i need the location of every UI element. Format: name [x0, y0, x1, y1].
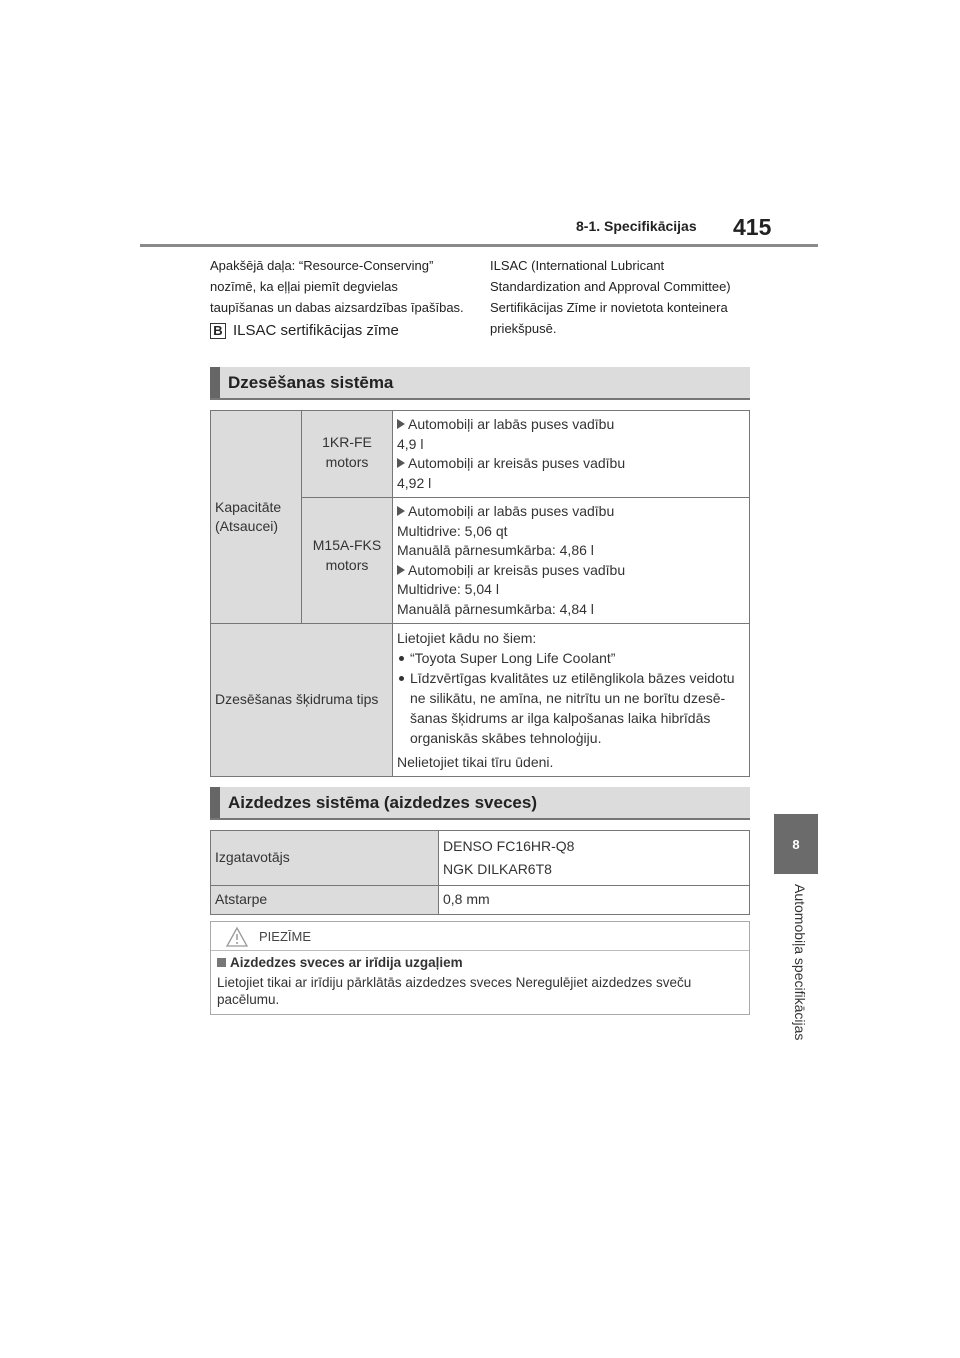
gap-label: Atstarpe: [215, 891, 268, 907]
engine1-cell: [302, 411, 393, 498]
intro-left-line: taupīšanas un dabas aizsardzības īpašības.: [210, 300, 464, 315]
square-bullet-icon: [217, 958, 226, 967]
engine2-name: M15A-FKS: [312, 537, 382, 553]
section-reference: 8-1. Specifikācijas: [576, 218, 697, 234]
cooling-section-rule: [210, 398, 750, 400]
engine2-cell: [302, 498, 393, 624]
marker-row: [210, 322, 399, 339]
gap-value-cell: [439, 886, 750, 915]
bullet-icon: [399, 656, 404, 661]
coolant-warning: Nelietojiet tikai tīru ūdeni.: [397, 754, 554, 770]
ignition-table: [210, 830, 750, 915]
note-heading: PIEZĪME: [259, 929, 312, 944]
chapter-number: 8: [792, 836, 800, 852]
intro-right-line: priekšpusē.: [490, 321, 557, 336]
engine1-name: 1KR-FE: [322, 434, 372, 450]
triangle-arrow-icon: [397, 458, 405, 468]
triangle-arrow-icon: [397, 565, 405, 575]
intro-left-line: Apakšējā daļa: “Resource-Conserving”: [210, 258, 434, 273]
intro-right-text: [490, 255, 760, 339]
intro-right-line: ILSAC (International Lubricant: [490, 258, 665, 273]
intro-right-line: Sertifikācijas Zīme ir novietota konteinera: [490, 300, 728, 315]
note-subheading: Aizdedzes sveces ar irīdija uzgaļiem: [230, 955, 463, 970]
engine1-rhd-label: Automobiļi ar labās puses vadību: [408, 416, 615, 432]
coolant-values-cell: [393, 624, 750, 777]
cooling-table: [210, 410, 750, 777]
chapter-title: Automobiļa specifikācijas: [792, 884, 808, 1041]
engine2-lhd-value-2: Manuālā pārnesumkārba: 4,84 l: [397, 600, 594, 617]
note-body: [217, 974, 747, 1008]
coolant-label: Dzesēšanas šķidruma tips: [215, 691, 379, 708]
bullet-icon: [399, 676, 404, 681]
engine2-rhd-label: Automobiļi ar labās puses vadību: [408, 503, 615, 519]
gap-label-cell: [211, 886, 439, 915]
table-row: [211, 411, 750, 498]
cooling-section-header: [210, 367, 750, 399]
marker-label: ILSAC sertifikācijas zīme: [233, 322, 399, 339]
triangle-arrow-icon: [397, 419, 405, 429]
engine1-values-cell: [393, 411, 750, 498]
coolant-option-1: “Toyota Super Long Life Coolant”: [410, 650, 616, 666]
ignition-section-rule: [210, 818, 750, 820]
coolant-option-2: Līdzvērtīgas kvalitātes uz etilēnglikola bāzes veidotu: [410, 670, 735, 686]
intro-left-text: [210, 255, 480, 318]
maker-value-1: DENSO FC16HR-Q8: [443, 838, 575, 854]
cooling-section-title: Dzesēšanas sistēma: [228, 373, 394, 392]
maker-value-2: NGK DILKAR6T8: [443, 861, 552, 877]
engine1-type: motors: [325, 453, 369, 470]
note-body-line: pacēlumu.: [217, 992, 280, 1007]
engine1-lhd-label: Automobiļi ar kreisās puses vadību: [408, 455, 626, 471]
gap-value: 0,8 mm: [443, 891, 490, 907]
ignition-section-title: Aizdedzes sistēma (aizdedzes sveces): [228, 793, 537, 812]
engine2-lhd-value-1: Multidrive: 5,04 l: [397, 581, 499, 597]
table-row: [211, 831, 750, 886]
ignition-section-header: [210, 787, 750, 819]
intro-right-line: Standardization and Approval Committee): [490, 279, 731, 294]
coolant-label-cell: [211, 624, 393, 777]
engine2-lhd-label: Automobiļi ar kreisās puses vadību: [408, 561, 626, 578]
engine1-lhd-value: 4,92 l: [397, 474, 432, 491]
note-box: [210, 921, 750, 1015]
triangle-arrow-icon: [397, 506, 405, 516]
coolant-option-2-cont: šanas šķidrums ar ilga kalpošanas laika hibrīdās: [410, 710, 711, 726]
engine1-rhd-value: 4,9 l: [397, 435, 424, 452]
note-subheading-row: [217, 955, 463, 970]
page-number: 415: [733, 214, 772, 240]
maker-label-cell: [211, 831, 439, 886]
chapter-tab: [774, 814, 818, 874]
engine2-rhd-value-1: Multidrive: 5,06 qt: [397, 522, 508, 539]
engine2-values-cell: [393, 498, 750, 624]
note-body-line: Lietojiet tikai ar irīdiju pārklātās aizdedzes sveces Neregulējiet aizdedzes sveču: [217, 975, 692, 990]
intro-left-line: nozīmē, ka eļļai piemīt degvielas: [210, 279, 398, 294]
engine2-type: motors: [325, 556, 369, 573]
note-divider: [211, 950, 749, 951]
capacity-label: Kapacitāte: [215, 498, 282, 515]
coolant-intro: Lietojiet kādu no šiem:: [397, 630, 537, 646]
capacity-label-cell: [211, 411, 302, 624]
capacity-label-sub: (Atsaucei): [215, 518, 279, 534]
engine2-rhd-value-2: Manuālā pārnesumkārba: 4,86 l: [397, 542, 594, 558]
table-row: [211, 624, 750, 777]
header-rule: [140, 244, 818, 247]
warning-triangle-icon: [225, 926, 249, 948]
maker-label: Izgatavotājs: [215, 849, 290, 866]
coolant-option-2-cont: organiskās skābes tehnoloģiju.: [410, 730, 602, 746]
maker-values-cell: [439, 831, 750, 886]
marker-letter-box: B: [210, 323, 226, 339]
table-row: [211, 886, 750, 915]
coolant-option-2-cont: ne silikātu, ne amīna, ne nitrītu un ne borītu dzesē-: [410, 690, 726, 706]
